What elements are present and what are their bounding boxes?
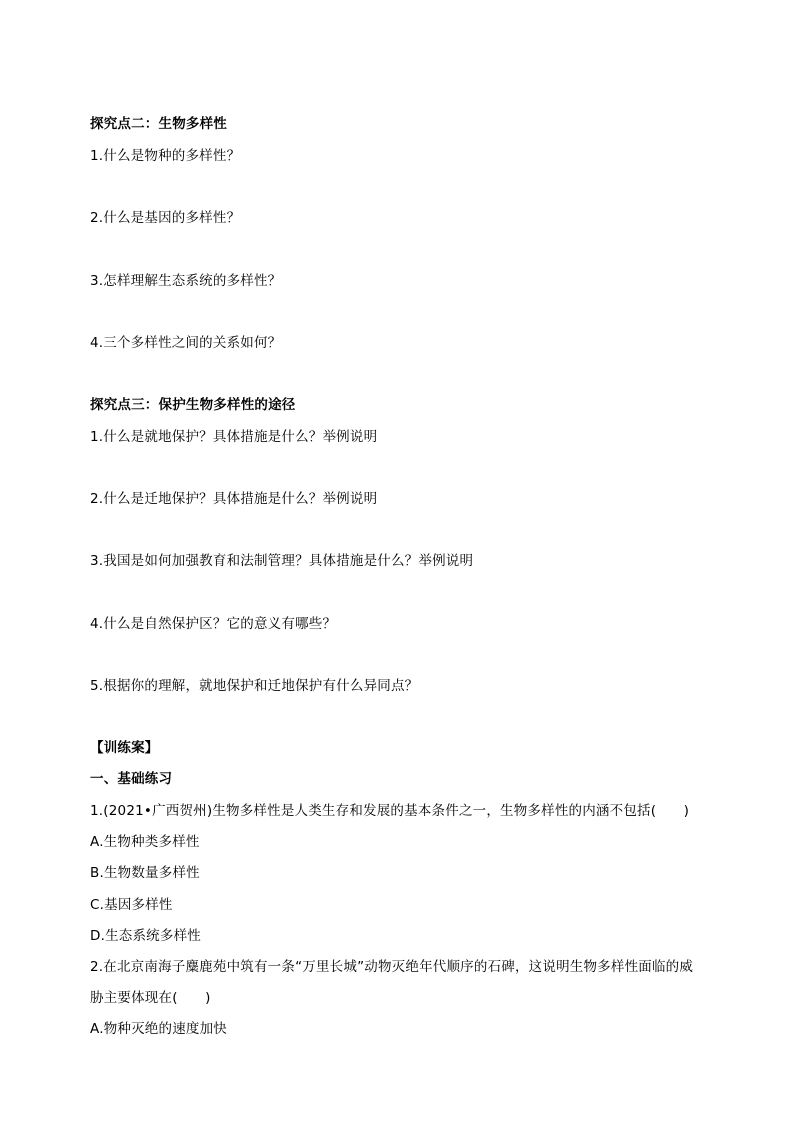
q2-stem-line-1: 2.在北京南海子麋鹿苑中筑有一条“万里长城”动物灭绝年代顺序的石碑，这说明生物多样性面临的威 <box>90 959 694 975</box>
section2-question-4: 4.三个多样性之间的关系如何？ <box>90 335 282 351</box>
q2-option-a: A.物种灭绝的速度加快 <box>90 1021 227 1037</box>
section2-question-1: 1.什么是物种的多样性？ <box>90 148 241 164</box>
section2-heading: 探究点二：生物多样性 <box>90 116 227 132</box>
training-subtitle: 一、基础练习 <box>90 771 173 787</box>
section3-question-4: 4.什么是自然保护区？它的意义有哪些？ <box>90 616 337 632</box>
section3-question-1: 1.什么是就地保护？具体措施是什么？举例说明 <box>90 429 378 445</box>
q1-option-a: A.生物种类多样性 <box>90 834 200 850</box>
q1-option-b: B.生物数量多样性 <box>90 865 200 881</box>
training-title: 【训练案】 <box>90 740 159 756</box>
q1-stem: 1.(2021•广西贺州)生物多样性是人类生存和发展的基本条件之一，生物多样性的内涵不包括( ) <box>90 803 690 819</box>
section3-heading: 探究点三：保护生物多样性的途径 <box>90 397 296 413</box>
section3-question-3: 3.我国是如何加强教育和法制管理？具体措施是什么？举例说明 <box>90 553 474 569</box>
q2-stem-line-2: 胁主要体现在( ) <box>90 990 211 1006</box>
q1-option-c: C.基因多样性 <box>90 897 173 913</box>
section3-question-5: 5.根据你的理解，就地保护和迁地保护有什么异同点？ <box>90 678 419 694</box>
section2-question-3: 3.怎样理解生态系统的多样性？ <box>90 273 282 289</box>
section3-question-2: 2.什么是迁地保护？具体措施是什么？举例说明 <box>90 491 378 507</box>
q1-option-d: D.生态系统多样性 <box>90 928 201 944</box>
section2-question-2: 2.什么是基因的多样性？ <box>90 210 241 226</box>
